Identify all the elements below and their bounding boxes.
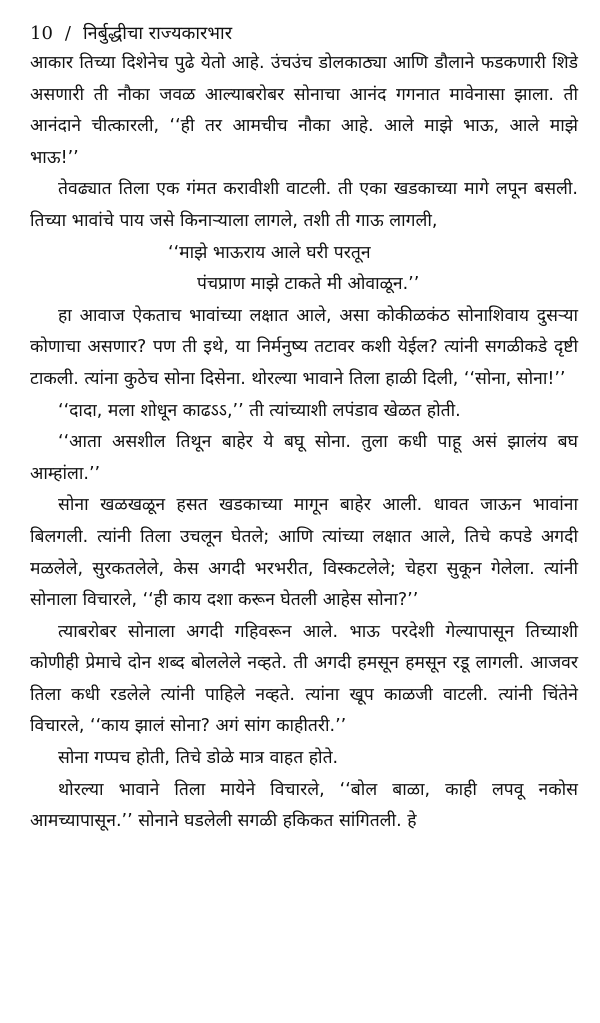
- verse-line: पंचप्राण माझे टाकते मी ओवाळून.’’: [197, 274, 420, 295]
- paragraph: सोना गप्पच होती, तिचे डोळे मात्र वाहत होते.: [58, 748, 339, 769]
- paragraph: हा आवाज ऐकताच भावांच्या लक्षात आले, असा कोकीळकंठ सोनाशिवाय दुसऱ्या कोणाचा असणार? पण ती इथे, या निर्मनुष्य तटावर कशी येईल? त्यांनी सगळीकडे दृष्टी टाकली. त्यांना कुठेच सोना दिसेना. थोरल्या भावाने तिला हाळी दिली, ‘‘सोना, सोना!’’: [30, 305, 578, 389]
- paragraph: आकार तिच्या दिशेनेच पुढे येतो आहे. उंचउंच डोलकाठ्या आणि डौलाने फडकणारी शिडे असणारी ती नौका जवळ आल्याबरोबर सोनाचा आनंद गगनात मावेनासा झाला. ती आनंदाने चीत्कारली, ‘‘ही तर आमचीच नौका आहे. आले माझे भाऊ, आले माझे भाऊ!’’: [30, 53, 578, 168]
- paragraph: थोरल्या भावाने तिला मायेने विचारले, ‘‘बोल बाळा, काही लपवू नकोस आमच्यापासून.’’ सोनाने घडलेली सगळी हकिकत सांगितली. हे: [30, 779, 578, 832]
- verse-line: ‘‘माझे भाऊराय आले घरी परतून: [168, 242, 371, 263]
- paragraph: ‘‘दादा, मला शोधून काढऽऽ,’’ ती त्यांच्याशी लपंडाव खेळत होती.: [58, 400, 461, 421]
- verse: [30, 238, 578, 301]
- running-header: [30, 22, 578, 48]
- header-separator: /: [64, 23, 71, 44]
- paragraph: त्याबरोबर सोनाला अगदी गहिवरून आले. भाऊ परदेशी गेल्यापासून तिच्याशी कोणीही प्रेमाचे दोन शब्द बोललेले नव्हते. ती अगदी हमसून हमसून रडू लागली. आजवर तिला कधी रडलेले त्यांनी पाहिले नव्हते. त्यांना खूप काळजी वाटली. त्यांनी चिंतेने विचारले, ‘‘काय झालं सोना? अगं सांग काहीतरी.’’: [30, 621, 578, 737]
- paragraph: तेवढ्यात तिला एक गंमत करावीशी वाटली. ती एका खडकाच्या मागे लपून बसली. तिच्या भावांचे पाय जसे किनाऱ्याला लागले, तशी ती गाऊ लागली,: [30, 179, 578, 231]
- page-number: 10: [30, 23, 53, 44]
- body-text: [30, 48, 578, 838]
- book-page: [30, 22, 578, 838]
- book-title: निर्बुद्धीचा राज्यकारभार: [82, 23, 233, 44]
- paragraph: ‘‘आता असशील तिथून बाहेर ये बघू सोना. तुला कधी पाहू असं झालंय बघ आम्हांला.’’: [30, 432, 578, 484]
- paragraph: सोना खळखळून हसत खडकाच्या मागून बाहेर आली. धावत जाऊन भावांना बिलगली. त्यांनी तिला उचलून घेतले; आणि त्यांच्या लक्षात आले, तिचे कपडे अगदी मळलेले, सुरकतलेले, केस अगदी भरभरीत, विस्कटलेले; चेहरा सुकून गेलेला. त्यांनी सोनाला विचारले, ‘‘ही काय दशा करून घेतली आहेस सोना?’’: [30, 495, 578, 611]
